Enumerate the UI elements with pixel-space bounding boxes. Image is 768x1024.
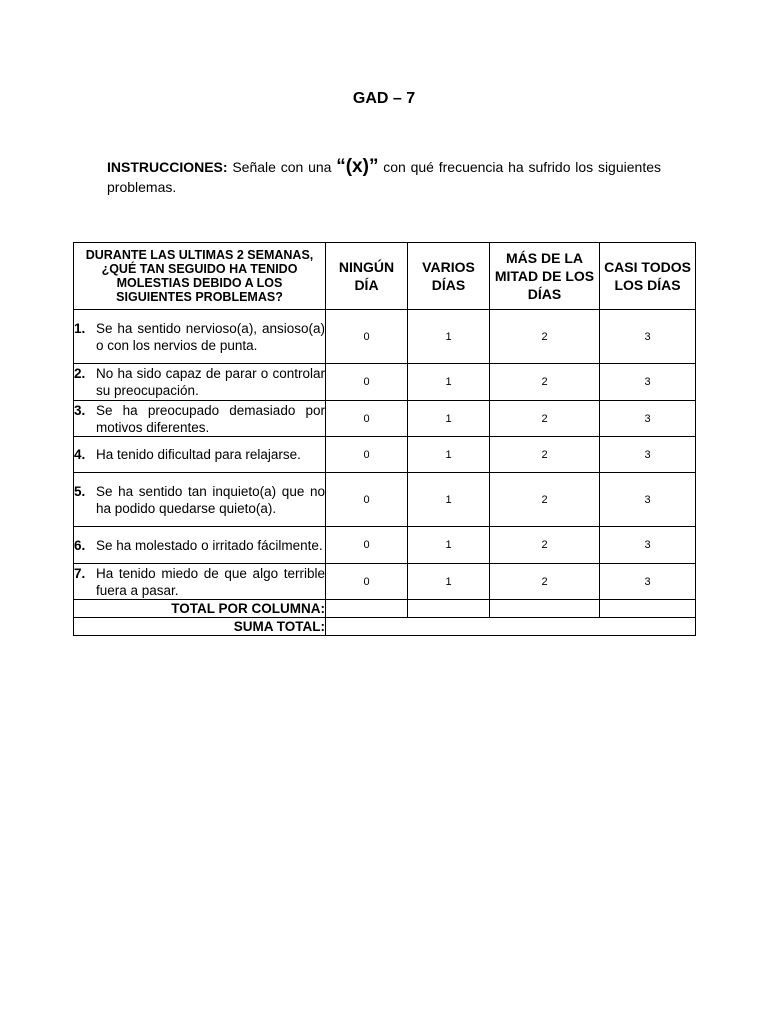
score-cell-mas-de-la-mitad[interactable]: 2	[490, 364, 600, 401]
score-cell-ningun-dia[interactable]: 0	[326, 364, 408, 401]
question-cell	[74, 437, 326, 473]
suma-total-cell[interactable]	[326, 618, 696, 636]
question-text: No ha sido capaz de parar o controlar su preocupación.	[96, 366, 325, 398]
question-row	[74, 527, 696, 564]
score-cell-mas-de-la-mitad[interactable]: 2	[490, 401, 600, 437]
score-cell-mas-de-la-mitad[interactable]: 2	[490, 310, 600, 364]
score-cell-varios-dias[interactable]: 1	[408, 401, 490, 437]
instructions-paragraph	[107, 157, 661, 197]
question-row	[74, 564, 696, 600]
score-cell-ningun-dia[interactable]: 0	[326, 564, 408, 600]
header-row	[74, 243, 696, 310]
total-cell-ningun-dia[interactable]	[326, 600, 408, 618]
question-row	[74, 437, 696, 473]
score-cell-ningun-dia[interactable]: 0	[326, 310, 408, 364]
question-cell	[74, 473, 326, 527]
question-text: Se ha molestado o irritado fácilmente.	[96, 537, 323, 553]
instructions-text-after: con qué frecuencia ha sufrido los siguientes problemas.	[107, 159, 661, 195]
score-cell-varios-dias[interactable]: 1	[408, 473, 490, 527]
total-cell-varios-dias[interactable]	[408, 600, 490, 618]
question-text: Se ha preocupado demasiado por motivos diferentes.	[96, 402, 325, 435]
question-number: 3.	[74, 402, 86, 418]
column-header-casi-todos: CASI TODOS LOS DÍAS	[600, 243, 696, 310]
instructions-mark-symbol: “(x)”	[336, 156, 379, 177]
question-text: Se ha sentido nervioso(a), ansioso(a) o con los nervios de punta.	[96, 320, 325, 353]
score-cell-varios-dias[interactable]: 1	[408, 437, 490, 473]
gad7-table	[73, 242, 696, 636]
question-number: 5.	[74, 483, 86, 499]
instructions-text-before: Señale con una	[227, 159, 337, 175]
total-cell-mas-de-la-mitad[interactable]	[490, 600, 600, 618]
question-number: 4.	[74, 447, 86, 462]
score-cell-mas-de-la-mitad[interactable]: 2	[490, 437, 600, 473]
question-row	[74, 310, 696, 364]
score-cell-casi-todos[interactable]: 3	[600, 364, 696, 401]
score-cell-varios-dias[interactable]: 1	[408, 564, 490, 600]
question-column-header: DURANTE LAS ULTIMAS 2 SEMANAS, ¿QUÉ TAN SEGUIDO HA TENIDO MOLESTIAS DEBIDO A LOS SIGUIENTES PROBLEMAS?	[74, 243, 326, 310]
question-cell	[74, 564, 326, 600]
question-number: 6.	[74, 537, 86, 553]
score-cell-ningun-dia[interactable]: 0	[326, 437, 408, 473]
score-cell-varios-dias[interactable]: 1	[408, 310, 490, 364]
question-number: 7.	[74, 565, 86, 581]
total-cell-casi-todos[interactable]	[600, 600, 696, 618]
question-text: Ha tenido miedo de que algo terrible fuera a pasar.	[96, 565, 325, 598]
score-cell-varios-dias[interactable]: 1	[408, 364, 490, 401]
score-cell-mas-de-la-mitad[interactable]: 2	[490, 473, 600, 527]
score-cell-casi-todos[interactable]: 3	[600, 564, 696, 600]
question-cell	[74, 401, 326, 437]
score-cell-ningun-dia[interactable]: 0	[326, 527, 408, 564]
question-row	[74, 401, 696, 437]
question-number: 1.	[74, 320, 86, 336]
column-header-mas-de-la-mitad: MÁS DE LA MITAD DE LOS DÍAS	[490, 243, 600, 310]
score-cell-casi-todos[interactable]: 3	[600, 437, 696, 473]
column-header-varios-dias: VARIOS DÍAS	[408, 243, 490, 310]
score-cell-casi-todos[interactable]: 3	[600, 473, 696, 527]
sum-total-row	[74, 618, 696, 636]
question-cell	[74, 310, 326, 364]
suma-total-label: SUMA TOTAL:	[74, 618, 326, 636]
score-cell-casi-todos[interactable]: 3	[600, 401, 696, 437]
instructions-lead: INSTRUCCIONES:	[107, 159, 228, 175]
score-cell-varios-dias[interactable]: 1	[408, 527, 490, 564]
question-text: Se ha sentido tan inquieto(a) que no ha podido quedarse quieto(a).	[96, 483, 325, 516]
score-cell-ningun-dia[interactable]: 0	[326, 473, 408, 527]
score-cell-ningun-dia[interactable]: 0	[326, 401, 408, 437]
score-cell-casi-todos[interactable]: 3	[600, 527, 696, 564]
column-header-ningun-dia: NINGÚN DÍA	[326, 243, 408, 310]
question-row	[74, 364, 696, 401]
score-cell-mas-de-la-mitad[interactable]: 2	[490, 527, 600, 564]
question-cell	[74, 527, 326, 564]
question-cell	[74, 364, 326, 401]
total-por-columna-label: TOTAL POR COLUMNA:	[74, 600, 326, 618]
score-cell-casi-todos[interactable]: 3	[600, 310, 696, 364]
question-row	[74, 473, 696, 527]
question-text: Ha tenido dificultad para relajarse.	[96, 447, 301, 462]
question-number: 2.	[74, 366, 86, 381]
document-title: GAD – 7	[352, 90, 416, 107]
score-cell-mas-de-la-mitad[interactable]: 2	[490, 564, 600, 600]
total-column-row	[74, 600, 696, 618]
